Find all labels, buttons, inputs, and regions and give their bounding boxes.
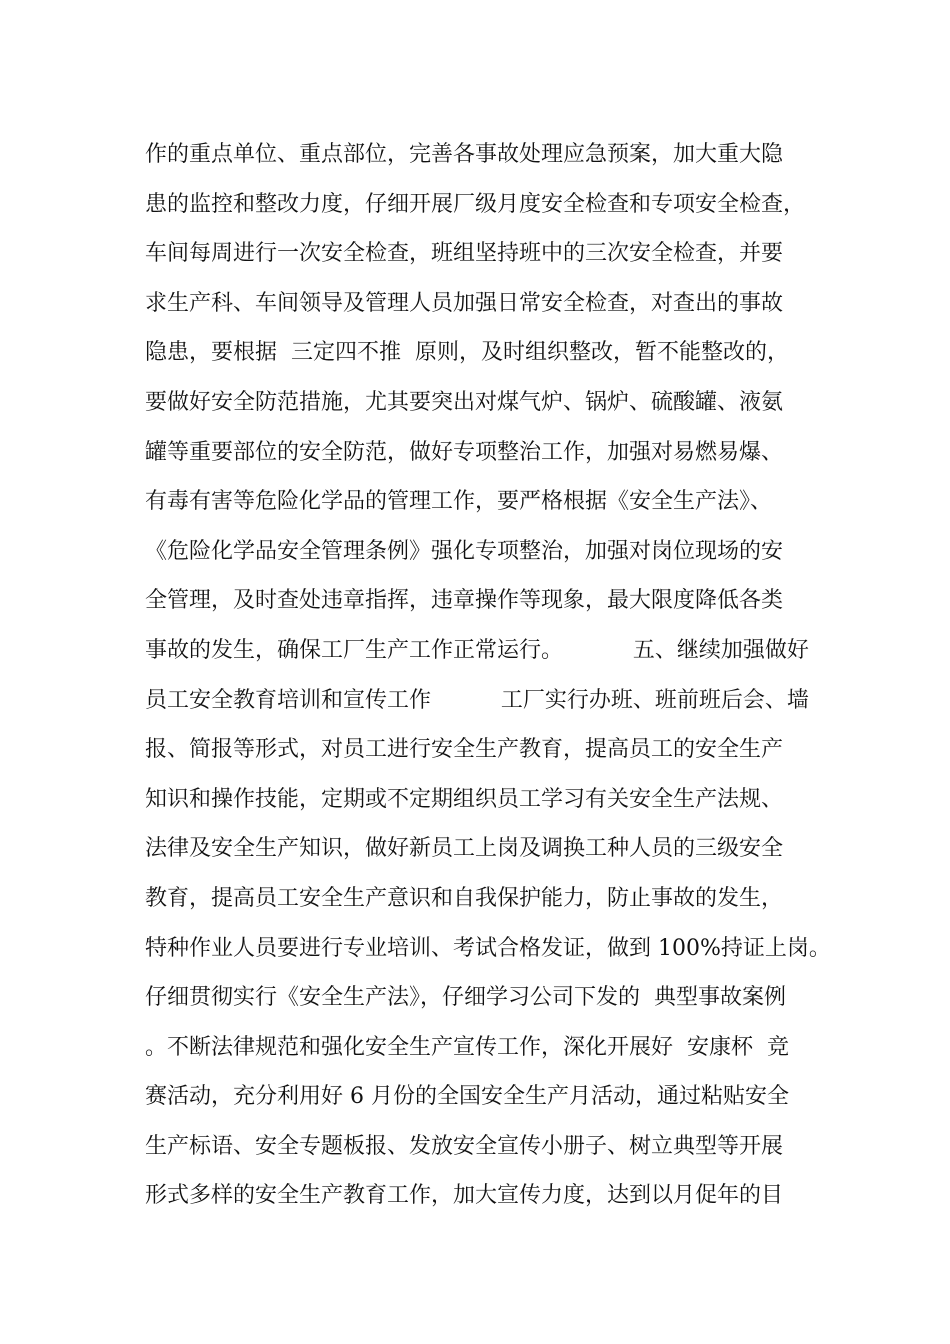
text-line: 特种作业人员要进行专业培训、考试合格发证，做到 100%持证上岗。 bbox=[145, 935, 831, 961]
text-line: 法律及安全生产知识，做好新员工上岗及调换工种人员的三级安全 bbox=[145, 836, 784, 862]
text-line: 要做好安全防范措施，尤其要突出对煤气炉、锅炉、硫酸罐、液氨 bbox=[145, 389, 784, 415]
text-line: 《危险化学品安全管理条例》强化专项整治，加强对岗位现场的安 bbox=[145, 538, 784, 564]
text-line: 形式多样的安全生产教育工作，加大宣传力度，达到以月促年的目 bbox=[145, 1183, 784, 1209]
text-line: 生产标语、安全专题板报、发放安全宣传小册子、树立典型等开展 bbox=[145, 1133, 784, 1159]
text-line: 全管理，及时查处违章指挥，违章操作等现象，最大限度降低各类 bbox=[145, 588, 784, 614]
body-text bbox=[145, 130, 835, 1221]
text-line: 仔细贯彻实行《安全生产法》，仔细学习公司下发的 典型事故案例 bbox=[145, 985, 786, 1011]
text-line: 。不断法律规范和强化安全生产宣传工作，深化开展好 安康杯 竞 bbox=[145, 1034, 789, 1060]
text-line: 有毒有害等危险化学品的管理工作，要严格根据《安全生产法》、 bbox=[145, 489, 773, 515]
text-line: 隐患，要根据 三定四不推 原则，及时组织整改，暂不能整改的， bbox=[145, 340, 789, 366]
text-line: 赛活动，充分利用好 6 月份的全国安全生产月活动，通过粘贴安全 bbox=[145, 1084, 789, 1110]
text-line: 教育，提高员工安全生产意识和自我保护能力，防止事故的发生， bbox=[145, 885, 784, 911]
text-line: 事故的发生，确保工厂生产工作正常运行。 五、继续加强做好 bbox=[145, 637, 809, 663]
text-line: 车间每周进行一次安全检查，班组坚持班中的三次安全检查，并要 bbox=[145, 241, 784, 267]
text-line: 员工安全教育培训和宣传工作 工厂实行办班、班前班后会、墙 bbox=[145, 687, 809, 713]
text-line: 作的重点单位、重点部位，完善各事故处理应急预案，加大重大隐 bbox=[145, 142, 784, 167]
text-line: 患的监控和整改力度，仔细开展厂级月度安全检查和专项安全检查， bbox=[145, 191, 806, 217]
text-line: 罐等重要部位的安全防范，做好专项整治工作，加强对易燃易爆、 bbox=[145, 439, 784, 465]
text-line: 报、简报等形式，对员工进行安全生产教育，提高员工的安全生产 bbox=[145, 737, 784, 763]
text-line: 求生产科、车间领导及管理人员加强日常安全检查，对查出的事故 bbox=[145, 290, 784, 316]
text-line: 知识和操作技能，定期或不定期组织员工学习有关安全生产法规、 bbox=[145, 786, 784, 812]
